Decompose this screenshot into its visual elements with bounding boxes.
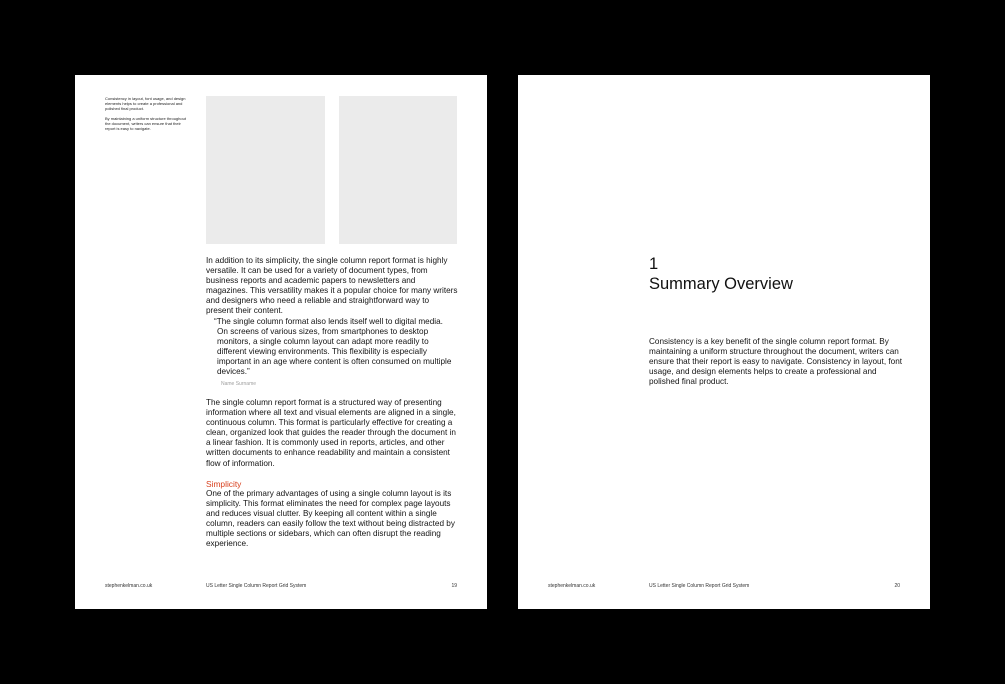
sidenote <box>105 96 189 131</box>
footer-page-number: 20 <box>894 583 900 589</box>
image-placeholder-left <box>206 96 325 244</box>
intro-paragraph: In addition to its simplicity, the single column report format is highly versatile. It can be used for a variety of document types, from business reports and academic papers to newsletters and magazines. This versatility makes it a popular choice for many writers and designers who need a reliable and straightforward way to present their content. <box>206 256 458 316</box>
body-paragraph-2: The single column report format is a structured way of presenting information where all text and visual elements are aligned in a single, continuous column. This format is particularly effective for creating a clean, organized look that guides the reader through the document in a linear fashion. It is commonly used in reports, articles, and other written documents to enhance readability and maintain a consistent flow of information. <box>206 398 456 468</box>
chapter-title: Summary Overview <box>649 275 793 293</box>
footer-site: stephenkelman.co.uk <box>105 583 153 589</box>
quote-text: “The single column format also lends itself well to digital media. On screens of various sizes, from smartphones to desktop monitors, a single column layout can adapt more readily to different viewing environments. This flexibility is especially important in an age where content is often consumed on multiple devices.” <box>214 317 452 377</box>
image-placeholder-right <box>339 96 457 244</box>
subheading-simplicity: Simplicity <box>206 479 242 489</box>
quote-attribution: Name Surname <box>221 380 257 387</box>
chapter-number: 1 <box>649 255 659 273</box>
summary-paragraph: Consistency is a key benefit of the single column report format. By maintaining a uniform structure throughout the document, writers can ensure that their report is easy to navigate. Consistency in layout, font usage, and design elements helps to create a professional and polished final product. <box>649 337 903 387</box>
left-page <box>75 75 487 609</box>
footer-site: stephenkelman.co.uk <box>548 583 596 589</box>
footer-title: US Letter Single Column Report Grid System <box>649 583 750 589</box>
footer-page-number: 19 <box>451 583 457 589</box>
sidenote-paragraph-1: Consistency in layout, font usage, and design elements helps to create a professional and polished final product. <box>105 96 186 111</box>
pull-quote <box>214 317 453 387</box>
right-page <box>518 75 930 609</box>
footer-title: US Letter Single Column Report Grid System <box>206 583 307 589</box>
sidenote-paragraph-2: By maintaining a uniform structure throughout the document, writers can ensure that their report is easy to navigate. <box>105 116 186 131</box>
body-paragraph-3: One of the primary advantages of using a single column layout is its simplicity. This format eliminates the need for complex page layouts and reduces visual clutter. By keeping all content within a single column, readers can easily follow the text without being distracted by multiple sections or sidebars, which can often disrupt the reading experience. <box>206 489 455 549</box>
